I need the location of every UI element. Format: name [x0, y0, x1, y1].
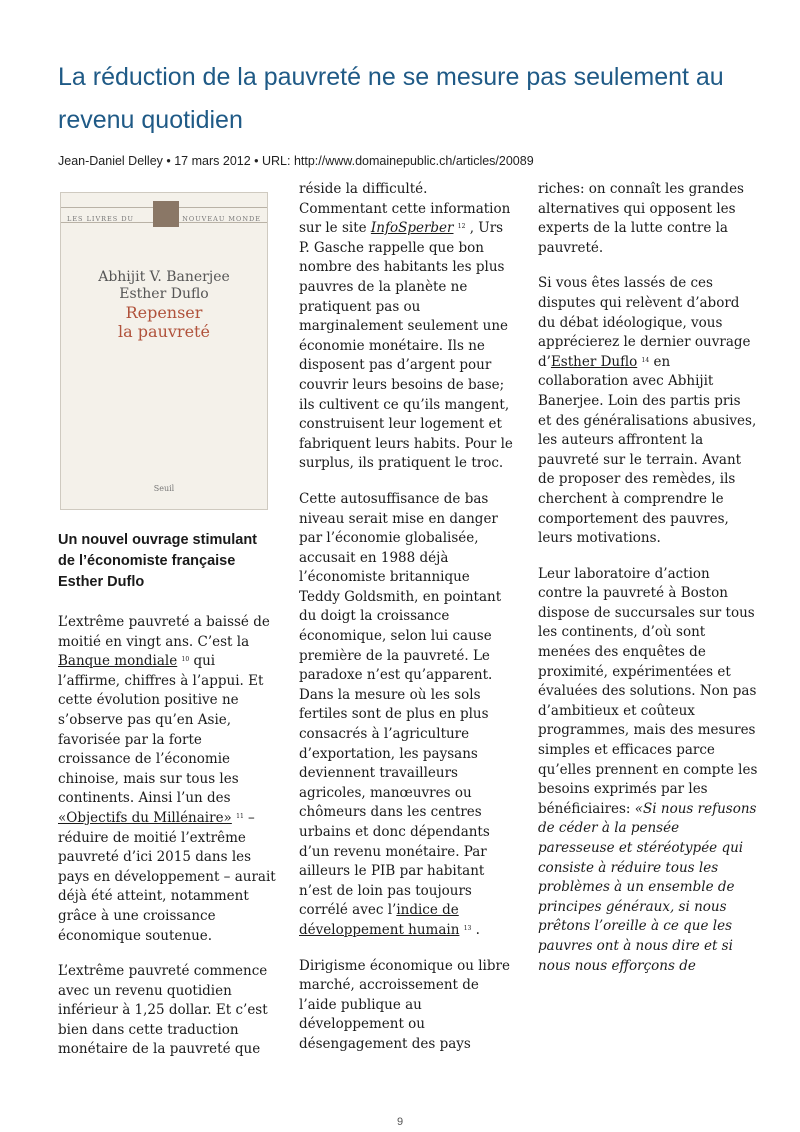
paragraph-text: .: [471, 921, 480, 938]
quotation-text: «Si nous refusons de céder à la pensée paresseuse et stéréotypée qui consiste à réduire tous les problèmes à un ensemble de principes généraux, si nous prêtons l’oreille à ce que les pauvres ont à nous dire et si nous nous efforçons de: [538, 800, 757, 974]
footnote-ref-11[interactable]: 11: [236, 812, 244, 820]
paragraph-text: riches: on connaît les grandes alternatives qui opposent les experts de la lutte contre la pauvreté.: [538, 181, 744, 256]
cover-author-2: Esther Duflo: [119, 286, 209, 302]
paragraph-text: en collaboration avec Abhijit Banerjee. Loin des partis pris et des généralisations abusives, les auteurs affrontent la pauvreté sur le terrain. Avant de proposer des remèdes, ils cherchent à comprendre le comportement des pauvres, leurs motivations.: [538, 353, 757, 547]
paragraph-text: – réduire de moitié l’extrême pauvreté d’ici 2015 dans les pays en développement – aurait déjà été atteint, notamment grâce à une croissance économique soutenue.: [58, 809, 276, 944]
paragraph-5: [538, 274, 758, 548]
section-subheading: Un nouvel ouvrage stimulant de l’économiste française Esther Duflo: [58, 532, 257, 590]
link-indice-developpement-humain[interactable]: indice de développement humain: [299, 902, 460, 938]
paragraph-2-start: [58, 962, 276, 1060]
page-number: 9: [396, 1116, 404, 1128]
text-column-3: [538, 180, 758, 992]
footnote-ref-13[interactable]: 13: [463, 924, 472, 932]
paragraph-1: [58, 613, 276, 946]
text-column-2: [299, 180, 513, 1071]
paragraph-text: Leur laboratoire d’action contre la pauvreté à Boston dispose de succursales sur tous les continents, d’où sont menées des enquêtes de proximité, expérimentées et évaluées des solutions. Non pas d’ambitieux et coûteux programmes, mais des mesures simples et efficaces parce qu’elles prennent en compte les besoins exprimés par les bénéficiaires:: [538, 565, 758, 817]
cover-authors: [61, 269, 267, 303]
paragraph-6: [538, 565, 758, 976]
text-column-1: [58, 180, 276, 1076]
paragraph-text: qui l’affirme, chiffres à l’appui. Et cette évolution positive ne s’observe pas qu’en Asie, favorisée par la forte croissance de l’économie chinoise, mais sur tous les continents. Ainsi l’un des: [58, 653, 264, 807]
cover-publisher: Seuil: [153, 484, 175, 493]
cover-series-right: NOUVEAU MONDE: [182, 215, 261, 223]
article-byline: Jean-Daniel Delley • 17 mars 2012 • URL: http://www.domainepublic.ch/articles/20089: [58, 154, 534, 168]
footnote-ref-10[interactable]: 10: [181, 656, 190, 664]
cover-book-title: [61, 303, 267, 341]
footnote-ref-14[interactable]: 14: [641, 356, 650, 364]
paragraph-text: L’extrême pauvreté commence avec un revenu quotidien inférieur à 1,25 dollar. Et c’est bien dans cette traduction monétaire de la pauvreté que: [58, 963, 268, 1058]
paragraph-text: Si vous êtes lassés de ces disputes qui relèvent d’abord du débat idéologique, vous apprécierez le dernier ouvrage d’: [538, 275, 751, 370]
footnote-ref-12[interactable]: 12: [457, 223, 466, 231]
link-esther-duflo[interactable]: Esther Duflo: [550, 353, 638, 370]
cover-series-left: LES LIVRES DU: [67, 215, 135, 223]
paragraph-text: L’extrême pauvreté a baissé de moitié en vingt ans. C’est la: [58, 614, 270, 650]
paragraph-3: [299, 490, 513, 941]
link-objectifs-millenaire[interactable]: «Objectifs du Millénaire»: [58, 809, 232, 826]
paragraph-text: , Urs P. Gasche rappelle que bon nombre des habitants les plus pauvres de la planète ne pratiquent pas ou marginalement seulement une économie monétaire. Ils ne disposent pas d’argent pour couvrir leurs besoins de base; ils cultivent ce qu’ils mangent, construisent leur logement et fabriquent leurs habits. Pour le surplus, ils pratiquent le troc.: [299, 220, 513, 472]
cover-author-1: Abhijit V. Banerjee: [98, 269, 230, 285]
cover-emblem-icon: [153, 201, 179, 227]
cover-title-line-2: la pauvreté: [118, 322, 210, 341]
book-cover-image: [60, 192, 268, 510]
paragraph-4-cont: [538, 180, 758, 258]
link-banque-mondiale[interactable]: Banque mondiale: [58, 653, 178, 670]
article-title: La réduction de la pauvreté ne se mesure pas seulement au revenu quotidien: [58, 63, 724, 134]
paragraph-4: [299, 957, 513, 1055]
paragraph-2-start-cont: [299, 180, 513, 474]
link-infosperber[interactable]: InfoSperber: [370, 220, 454, 237]
paragraph-text: Dirigisme économique ou libre marché, accroissement de l’aide publique au développement ou désengagement des pays: [299, 957, 510, 1052]
paragraph-text: Cette autosuffisance de bas niveau serait mise en danger par l’économie globalisée, accusait en 1988 déjà l’économiste britannique Teddy Goldsmith, en pointant du doigt la croissance économique, selon lui cause première de la pauvreté. Le paradoxe n’est qu’apparent. Dans la mesure où les sols fertiles sont de plus en plus consacrés à l’agriculture d’exportation, les paysans deviennent travailleurs agricoles, manœuvres ou chômeurs dans les centres urbains et donc dépendants d’un revenu monétaire. Par ailleurs le PIB par habitant n’est de loin pas toujours corrélé avec l’: [299, 490, 502, 919]
paragraph-text: réside la difficulté. Commentant cette information sur le site: [299, 181, 511, 237]
cover-title-line-1: Repenser: [125, 303, 203, 322]
